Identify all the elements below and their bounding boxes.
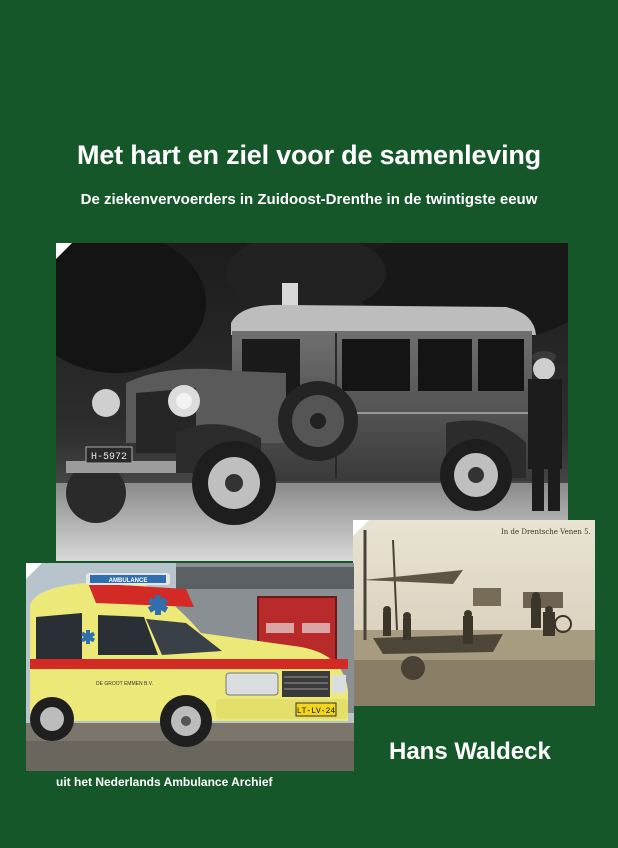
- modern-ambulance-photo: [26, 563, 354, 771]
- vintage-plate-text: H-5972: [90, 452, 128, 463]
- ambulance-roof-label: AMBULANCE: [108, 578, 148, 584]
- author-name: Hans Waldeck: [389, 738, 551, 765]
- peat-colony-postcard-photo: [353, 520, 595, 706]
- cover-subtitle: De ziekenvervoerders in Zuidoost-Drenthe in de twintigste eeuw: [80, 191, 538, 208]
- photo-corner-mark: [26, 563, 42, 579]
- ambulance-door-text: DE GROOT EMMEN B.V.: [96, 681, 153, 687]
- archive-credit: uit het Nederlands Ambulance Archief: [56, 775, 273, 789]
- cover-title: Met hart en ziel voor de samenleving: [77, 140, 541, 170]
- vintage-ambulance-image: [56, 243, 568, 561]
- modern-ambulance-image: [26, 563, 354, 771]
- postcard-image: [353, 520, 595, 706]
- photo-corner-mark: [56, 243, 72, 259]
- vintage-ambulance-photo: [56, 243, 568, 561]
- photo-corner-mark: [353, 520, 369, 536]
- ambulance-plate-text: LT-LV-24: [296, 707, 336, 716]
- postcard-caption: In de Drentsche Venen 5.: [501, 528, 591, 536]
